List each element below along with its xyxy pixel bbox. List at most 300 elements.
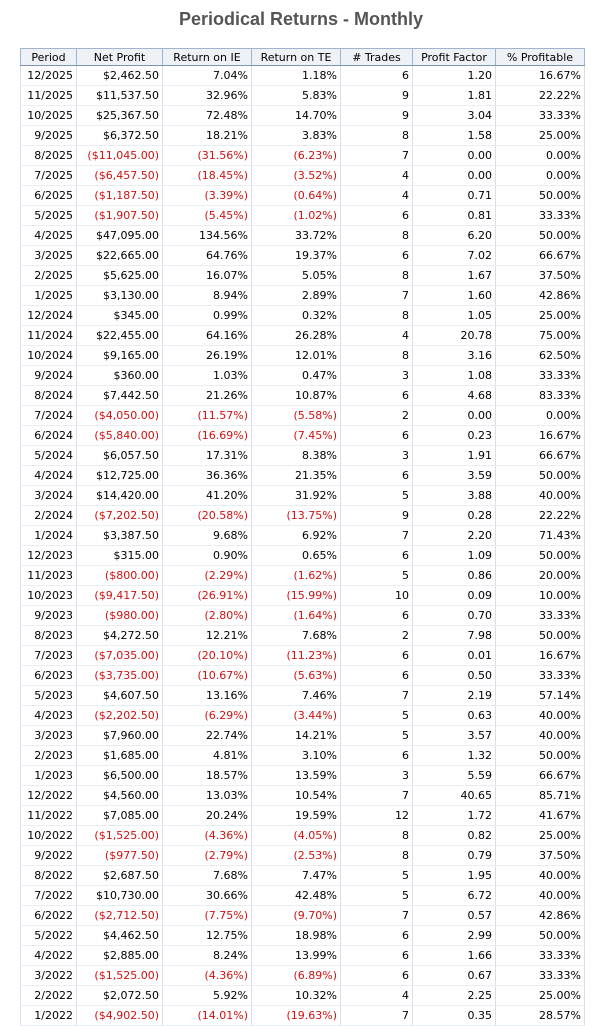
table-row[interactable] bbox=[21, 566, 585, 586]
return-on-ie-cell: 13.03% bbox=[163, 786, 252, 806]
pct-profitable-cell: 75.00% bbox=[496, 326, 585, 346]
net-profit-cell: $22,455.00 bbox=[77, 326, 163, 346]
net-profit-cell: $4,272.50 bbox=[77, 626, 163, 646]
profit-factor-cell: 3.16 bbox=[413, 346, 496, 366]
return-on-ie-cell: 22.74% bbox=[163, 726, 252, 746]
trades-cell: 5 bbox=[341, 886, 413, 906]
profit-factor-cell: 4.68 bbox=[413, 386, 496, 406]
period-cell: 6/2022 bbox=[21, 906, 77, 926]
table-row[interactable] bbox=[21, 606, 585, 626]
period-cell: 2/2025 bbox=[21, 266, 77, 286]
period-cell: 5/2024 bbox=[21, 446, 77, 466]
table-row[interactable] bbox=[21, 946, 585, 966]
pct-profitable-cell: 22.22% bbox=[496, 86, 585, 106]
table-row[interactable] bbox=[21, 646, 585, 666]
pct-profitable-cell: 28.57% bbox=[496, 1006, 585, 1026]
table-row[interactable] bbox=[21, 466, 585, 486]
return-on-ie-cell: 9.68% bbox=[163, 526, 252, 546]
period-cell: 3/2024 bbox=[21, 486, 77, 506]
profit-factor-cell: 0.71 bbox=[413, 186, 496, 206]
trades-cell: 5 bbox=[341, 566, 413, 586]
trades-cell: 4 bbox=[341, 326, 413, 346]
return-on-ie-cell: (20.58%) bbox=[163, 506, 252, 526]
trades-cell: 7 bbox=[341, 286, 413, 306]
net-profit-cell: $345.00 bbox=[77, 306, 163, 326]
profit-factor-cell: 0.70 bbox=[413, 606, 496, 626]
table-row[interactable] bbox=[21, 666, 585, 686]
table-row[interactable] bbox=[21, 1006, 585, 1026]
column-header-return-on-te[interactable]: Return on TE bbox=[252, 49, 341, 66]
trades-cell: 2 bbox=[341, 626, 413, 646]
pct-profitable-cell: 85.71% bbox=[496, 786, 585, 806]
pct-profitable-cell: 25.00% bbox=[496, 826, 585, 846]
return-on-ie-cell: 18.21% bbox=[163, 126, 252, 146]
pct-profitable-cell: 62.50% bbox=[496, 346, 585, 366]
net-profit-cell: $5,625.00 bbox=[77, 266, 163, 286]
period-cell: 7/2023 bbox=[21, 646, 77, 666]
table-row[interactable] bbox=[21, 366, 585, 386]
net-profit-cell: $4,560.00 bbox=[77, 786, 163, 806]
profit-factor-cell: 2.99 bbox=[413, 926, 496, 946]
trades-cell: 7 bbox=[341, 146, 413, 166]
return-on-te-cell: (5.58%) bbox=[252, 406, 341, 426]
column-header-trades[interactable]: # Trades bbox=[341, 49, 413, 66]
return-on-te-cell: (3.52%) bbox=[252, 166, 341, 186]
trades-cell: 6 bbox=[341, 926, 413, 946]
table-header-row bbox=[21, 49, 585, 66]
net-profit-cell: $4,607.50 bbox=[77, 686, 163, 706]
trades-cell: 7 bbox=[341, 526, 413, 546]
table-row[interactable] bbox=[21, 626, 585, 646]
net-profit-cell: ($11,045.00) bbox=[77, 146, 163, 166]
table-row[interactable] bbox=[21, 886, 585, 906]
return-on-ie-cell: 12.21% bbox=[163, 626, 252, 646]
profit-factor-cell: 0.35 bbox=[413, 1006, 496, 1026]
trades-cell: 6 bbox=[341, 246, 413, 266]
table-row[interactable] bbox=[21, 506, 585, 526]
period-cell: 12/2024 bbox=[21, 306, 77, 326]
period-cell: 2/2024 bbox=[21, 506, 77, 526]
net-profit-cell: ($1,907.50) bbox=[77, 206, 163, 226]
net-profit-cell: $47,095.00 bbox=[77, 226, 163, 246]
profit-factor-cell: 0.23 bbox=[413, 426, 496, 446]
table-row[interactable] bbox=[21, 686, 585, 706]
period-cell: 10/2024 bbox=[21, 346, 77, 366]
period-cell: 5/2022 bbox=[21, 926, 77, 946]
pct-profitable-cell: 66.67% bbox=[496, 246, 585, 266]
profit-factor-cell: 1.81 bbox=[413, 86, 496, 106]
return-on-te-cell: 8.38% bbox=[252, 446, 341, 466]
profit-factor-cell: 0.57 bbox=[413, 906, 496, 926]
return-on-ie-cell: 64.16% bbox=[163, 326, 252, 346]
return-on-ie-cell: (10.67%) bbox=[163, 666, 252, 686]
pct-profitable-cell: 25.00% bbox=[496, 126, 585, 146]
return-on-ie-cell: 32.96% bbox=[163, 86, 252, 106]
return-on-te-cell: 10.54% bbox=[252, 786, 341, 806]
return-on-ie-cell: (4.36%) bbox=[163, 966, 252, 986]
net-profit-cell: ($4,902.50) bbox=[77, 1006, 163, 1026]
pct-profitable-cell: 16.67% bbox=[496, 646, 585, 666]
pct-profitable-cell: 40.00% bbox=[496, 726, 585, 746]
pct-profitable-cell: 33.33% bbox=[496, 366, 585, 386]
column-header-net-profit[interactable]: Net Profit bbox=[77, 49, 163, 66]
trades-cell: 6 bbox=[341, 206, 413, 226]
return-on-ie-cell: 41.20% bbox=[163, 486, 252, 506]
net-profit-cell: ($3,735.00) bbox=[77, 666, 163, 686]
trades-cell: 5 bbox=[341, 866, 413, 886]
net-profit-cell: $12,725.00 bbox=[77, 466, 163, 486]
return-on-ie-cell: 26.19% bbox=[163, 346, 252, 366]
trades-cell: 5 bbox=[341, 726, 413, 746]
period-cell: 11/2024 bbox=[21, 326, 77, 346]
return-on-te-cell: (3.44%) bbox=[252, 706, 341, 726]
table-row[interactable] bbox=[21, 486, 585, 506]
table-row[interactable] bbox=[21, 526, 585, 546]
return-on-te-cell: 0.65% bbox=[252, 546, 341, 566]
period-cell: 6/2024 bbox=[21, 426, 77, 446]
return-on-te-cell: 0.32% bbox=[252, 306, 341, 326]
return-on-te-cell: (1.64%) bbox=[252, 606, 341, 626]
return-on-ie-cell: 134.56% bbox=[163, 226, 252, 246]
net-profit-cell: ($980.00) bbox=[77, 606, 163, 626]
return-on-te-cell: 7.68% bbox=[252, 626, 341, 646]
pct-profitable-cell: 50.00% bbox=[496, 186, 585, 206]
pct-profitable-cell: 42.86% bbox=[496, 906, 585, 926]
table-row[interactable] bbox=[21, 246, 585, 266]
table-row[interactable] bbox=[21, 86, 585, 106]
table-row[interactable] bbox=[21, 126, 585, 146]
return-on-ie-cell: (2.29%) bbox=[163, 566, 252, 586]
return-on-te-cell: (1.02%) bbox=[252, 206, 341, 226]
table-row[interactable] bbox=[21, 846, 585, 866]
period-cell: 1/2023 bbox=[21, 766, 77, 786]
pct-profitable-cell: 33.33% bbox=[496, 206, 585, 226]
return-on-te-cell: (7.45%) bbox=[252, 426, 341, 446]
pct-profitable-cell: 25.00% bbox=[496, 306, 585, 326]
return-on-ie-cell: 72.48% bbox=[163, 106, 252, 126]
return-on-te-cell: (19.63%) bbox=[252, 1006, 341, 1026]
net-profit-cell: $7,442.50 bbox=[77, 386, 163, 406]
table-row[interactable] bbox=[21, 786, 585, 806]
table-row[interactable] bbox=[21, 966, 585, 986]
return-on-ie-cell: 1.03% bbox=[163, 366, 252, 386]
table-row[interactable] bbox=[21, 866, 585, 886]
return-on-te-cell: 1.18% bbox=[252, 66, 341, 86]
returns-table-container bbox=[20, 48, 584, 1026]
pct-profitable-cell: 50.00% bbox=[496, 626, 585, 646]
return-on-ie-cell: 7.04% bbox=[163, 66, 252, 86]
table-row[interactable] bbox=[21, 426, 585, 446]
trades-cell: 6 bbox=[341, 426, 413, 446]
trades-cell: 6 bbox=[341, 466, 413, 486]
net-profit-cell: $1,685.00 bbox=[77, 746, 163, 766]
table-row[interactable] bbox=[21, 306, 585, 326]
table-row[interactable] bbox=[21, 206, 585, 226]
return-on-ie-cell: 18.57% bbox=[163, 766, 252, 786]
trades-cell: 8 bbox=[341, 346, 413, 366]
table-row[interactable] bbox=[21, 266, 585, 286]
profit-factor-cell: 3.88 bbox=[413, 486, 496, 506]
return-on-ie-cell: (2.79%) bbox=[163, 846, 252, 866]
period-cell: 3/2022 bbox=[21, 966, 77, 986]
return-on-te-cell: 7.47% bbox=[252, 866, 341, 886]
trades-cell: 8 bbox=[341, 826, 413, 846]
net-profit-cell: ($7,202.50) bbox=[77, 506, 163, 526]
pct-profitable-cell: 16.67% bbox=[496, 426, 585, 446]
return-on-te-cell: 21.35% bbox=[252, 466, 341, 486]
period-cell: 8/2023 bbox=[21, 626, 77, 646]
trades-cell: 4 bbox=[341, 186, 413, 206]
table-row[interactable] bbox=[21, 746, 585, 766]
return-on-ie-cell: 4.81% bbox=[163, 746, 252, 766]
trades-cell: 8 bbox=[341, 266, 413, 286]
return-on-te-cell: 10.32% bbox=[252, 986, 341, 1006]
pct-profitable-cell: 37.50% bbox=[496, 846, 585, 866]
trades-cell: 3 bbox=[341, 366, 413, 386]
period-cell: 5/2023 bbox=[21, 686, 77, 706]
profit-factor-cell: 1.08 bbox=[413, 366, 496, 386]
period-cell: 9/2024 bbox=[21, 366, 77, 386]
profit-factor-cell: 7.98 bbox=[413, 626, 496, 646]
pct-profitable-cell: 0.00% bbox=[496, 146, 585, 166]
pct-profitable-cell: 22.22% bbox=[496, 506, 585, 526]
pct-profitable-cell: 16.67% bbox=[496, 66, 585, 86]
period-cell: 1/2025 bbox=[21, 286, 77, 306]
return-on-te-cell: 5.05% bbox=[252, 266, 341, 286]
profit-factor-cell: 2.25 bbox=[413, 986, 496, 1006]
pct-profitable-cell: 40.00% bbox=[496, 486, 585, 506]
table-row[interactable] bbox=[21, 806, 585, 826]
table-row[interactable] bbox=[21, 766, 585, 786]
return-on-te-cell: 5.83% bbox=[252, 86, 341, 106]
period-cell: 4/2025 bbox=[21, 226, 77, 246]
period-cell: 1/2022 bbox=[21, 1006, 77, 1026]
return-on-te-cell: (5.63%) bbox=[252, 666, 341, 686]
profit-factor-cell: 1.67 bbox=[413, 266, 496, 286]
table-row[interactable] bbox=[21, 826, 585, 846]
table-row[interactable] bbox=[21, 286, 585, 306]
table-row[interactable] bbox=[21, 346, 585, 366]
period-cell: 8/2022 bbox=[21, 866, 77, 886]
profit-factor-cell: 1.58 bbox=[413, 126, 496, 146]
pct-profitable-cell: 66.67% bbox=[496, 446, 585, 466]
return-on-ie-cell: (26.91%) bbox=[163, 586, 252, 606]
return-on-te-cell: (15.99%) bbox=[252, 586, 341, 606]
profit-factor-cell: 1.32 bbox=[413, 746, 496, 766]
profit-factor-cell: 0.00 bbox=[413, 406, 496, 426]
return-on-te-cell: 31.92% bbox=[252, 486, 341, 506]
period-cell: 3/2023 bbox=[21, 726, 77, 746]
column-header-profit-factor[interactable]: Profit Factor bbox=[413, 49, 496, 66]
return-on-te-cell: (6.89%) bbox=[252, 966, 341, 986]
return-on-ie-cell: 13.16% bbox=[163, 686, 252, 706]
period-cell: 12/2023 bbox=[21, 546, 77, 566]
period-cell: 2/2023 bbox=[21, 746, 77, 766]
profit-factor-cell: 0.09 bbox=[413, 586, 496, 606]
trades-cell: 5 bbox=[341, 486, 413, 506]
pct-profitable-cell: 50.00% bbox=[496, 466, 585, 486]
table-row[interactable] bbox=[21, 706, 585, 726]
return-on-te-cell: (1.62%) bbox=[252, 566, 341, 586]
pct-profitable-cell: 50.00% bbox=[496, 226, 585, 246]
return-on-te-cell: (11.23%) bbox=[252, 646, 341, 666]
period-cell: 7/2025 bbox=[21, 166, 77, 186]
table-row[interactable] bbox=[21, 66, 585, 86]
pct-profitable-cell: 71.43% bbox=[496, 526, 585, 546]
net-profit-cell: $11,537.50 bbox=[77, 86, 163, 106]
return-on-ie-cell: 5.92% bbox=[163, 986, 252, 1006]
return-on-ie-cell: 0.99% bbox=[163, 306, 252, 326]
table-row[interactable] bbox=[21, 446, 585, 466]
return-on-ie-cell: 30.66% bbox=[163, 886, 252, 906]
trades-cell: 3 bbox=[341, 446, 413, 466]
return-on-ie-cell: (7.75%) bbox=[163, 906, 252, 926]
return-on-ie-cell: (2.80%) bbox=[163, 606, 252, 626]
profit-factor-cell: 7.02 bbox=[413, 246, 496, 266]
return-on-te-cell: 42.48% bbox=[252, 886, 341, 906]
net-profit-cell: ($1,525.00) bbox=[77, 966, 163, 986]
pct-profitable-cell: 50.00% bbox=[496, 546, 585, 566]
period-cell: 7/2022 bbox=[21, 886, 77, 906]
table-row[interactable] bbox=[21, 726, 585, 746]
return-on-te-cell: 3.10% bbox=[252, 746, 341, 766]
net-profit-cell: $2,462.50 bbox=[77, 66, 163, 86]
net-profit-cell: $4,462.50 bbox=[77, 926, 163, 946]
profit-factor-cell: 0.67 bbox=[413, 966, 496, 986]
period-cell: 10/2022 bbox=[21, 826, 77, 846]
return-on-ie-cell: 64.76% bbox=[163, 246, 252, 266]
table-row[interactable] bbox=[21, 186, 585, 206]
trades-cell: 6 bbox=[341, 386, 413, 406]
period-cell: 6/2025 bbox=[21, 186, 77, 206]
return-on-ie-cell: 8.94% bbox=[163, 286, 252, 306]
net-profit-cell: ($977.50) bbox=[77, 846, 163, 866]
table-row[interactable] bbox=[21, 146, 585, 166]
profit-factor-cell: 1.60 bbox=[413, 286, 496, 306]
trades-cell: 7 bbox=[341, 906, 413, 926]
trades-cell: 6 bbox=[341, 66, 413, 86]
pct-profitable-cell: 57.14% bbox=[496, 686, 585, 706]
period-cell: 9/2025 bbox=[21, 126, 77, 146]
table-row[interactable] bbox=[21, 406, 585, 426]
net-profit-cell: ($4,050.00) bbox=[77, 406, 163, 426]
table-row[interactable] bbox=[21, 386, 585, 406]
return-on-te-cell: 13.59% bbox=[252, 766, 341, 786]
pct-profitable-cell: 66.67% bbox=[496, 766, 585, 786]
profit-factor-cell: 0.82 bbox=[413, 826, 496, 846]
trades-cell: 6 bbox=[341, 646, 413, 666]
period-cell: 11/2022 bbox=[21, 806, 77, 826]
return-on-te-cell: 18.98% bbox=[252, 926, 341, 946]
return-on-te-cell: 0.47% bbox=[252, 366, 341, 386]
profit-factor-cell: 1.95 bbox=[413, 866, 496, 886]
column-header-return-on-ie[interactable]: Return on IE bbox=[163, 49, 252, 66]
period-cell: 11/2025 bbox=[21, 86, 77, 106]
return-on-ie-cell: 21.26% bbox=[163, 386, 252, 406]
column-header-pct-profitable[interactable]: % Profitable bbox=[496, 49, 585, 66]
profit-factor-cell: 1.72 bbox=[413, 806, 496, 826]
pct-profitable-cell: 25.00% bbox=[496, 986, 585, 1006]
table-row[interactable] bbox=[21, 586, 585, 606]
return-on-te-cell: 14.21% bbox=[252, 726, 341, 746]
profit-factor-cell: 40.65 bbox=[413, 786, 496, 806]
return-on-te-cell: (2.53%) bbox=[252, 846, 341, 866]
period-cell: 9/2022 bbox=[21, 846, 77, 866]
trades-cell: 3 bbox=[341, 766, 413, 786]
return-on-ie-cell: (14.01%) bbox=[163, 1006, 252, 1026]
return-on-te-cell: (4.05%) bbox=[252, 826, 341, 846]
profit-factor-cell: 1.20 bbox=[413, 66, 496, 86]
period-cell: 6/2023 bbox=[21, 666, 77, 686]
period-cell: 4/2024 bbox=[21, 466, 77, 486]
trades-cell: 8 bbox=[341, 306, 413, 326]
pct-profitable-cell: 33.33% bbox=[496, 966, 585, 986]
profit-factor-cell: 1.05 bbox=[413, 306, 496, 326]
pct-profitable-cell: 41.67% bbox=[496, 806, 585, 826]
return-on-te-cell: (6.23%) bbox=[252, 146, 341, 166]
net-profit-cell: $315.00 bbox=[77, 546, 163, 566]
pct-profitable-cell: 33.33% bbox=[496, 666, 585, 686]
trades-cell: 4 bbox=[341, 986, 413, 1006]
return-on-ie-cell: (20.10%) bbox=[163, 646, 252, 666]
trades-cell: 6 bbox=[341, 966, 413, 986]
period-cell: 4/2022 bbox=[21, 946, 77, 966]
net-profit-cell: $10,730.00 bbox=[77, 886, 163, 906]
trades-cell: 5 bbox=[341, 706, 413, 726]
column-header-period[interactable]: Period bbox=[21, 49, 77, 66]
profit-factor-cell: 0.50 bbox=[413, 666, 496, 686]
table-row[interactable] bbox=[21, 326, 585, 346]
page-title: Periodical Returns - Monthly bbox=[178, 9, 424, 29]
trades-cell: 2 bbox=[341, 406, 413, 426]
net-profit-cell: $7,960.00 bbox=[77, 726, 163, 746]
pct-profitable-cell: 50.00% bbox=[496, 926, 585, 946]
return-on-ie-cell: (5.45%) bbox=[163, 206, 252, 226]
net-profit-cell: $2,687.50 bbox=[77, 866, 163, 886]
net-profit-cell: $6,372.50 bbox=[77, 126, 163, 146]
trades-cell: 8 bbox=[341, 126, 413, 146]
table-row[interactable] bbox=[21, 906, 585, 926]
return-on-ie-cell: 7.68% bbox=[163, 866, 252, 886]
net-profit-cell: ($1,187.50) bbox=[77, 186, 163, 206]
profit-factor-cell: 0.28 bbox=[413, 506, 496, 526]
pct-profitable-cell: 10.00% bbox=[496, 586, 585, 606]
net-profit-cell: ($6,457.50) bbox=[77, 166, 163, 186]
return-on-ie-cell: (6.29%) bbox=[163, 706, 252, 726]
return-on-te-cell: 14.70% bbox=[252, 106, 341, 126]
net-profit-cell: $14,420.00 bbox=[77, 486, 163, 506]
net-profit-cell: $360.00 bbox=[77, 366, 163, 386]
trades-cell: 7 bbox=[341, 786, 413, 806]
table-row[interactable] bbox=[21, 546, 585, 566]
period-cell: 10/2023 bbox=[21, 586, 77, 606]
table-row[interactable] bbox=[21, 106, 585, 126]
return-on-ie-cell: 16.07% bbox=[163, 266, 252, 286]
table-row[interactable] bbox=[21, 986, 585, 1006]
table-row[interactable] bbox=[21, 926, 585, 946]
period-cell: 8/2024 bbox=[21, 386, 77, 406]
trades-cell: 9 bbox=[341, 506, 413, 526]
net-profit-cell: ($2,712.50) bbox=[77, 906, 163, 926]
table-row[interactable] bbox=[21, 226, 585, 246]
return-on-te-cell: (13.75%) bbox=[252, 506, 341, 526]
trades-cell: 10 bbox=[341, 586, 413, 606]
period-cell: 1/2024 bbox=[21, 526, 77, 546]
table-row[interactable] bbox=[21, 166, 585, 186]
trades-cell: 6 bbox=[341, 746, 413, 766]
table-body bbox=[21, 66, 585, 1026]
return-on-te-cell: 3.83% bbox=[252, 126, 341, 146]
